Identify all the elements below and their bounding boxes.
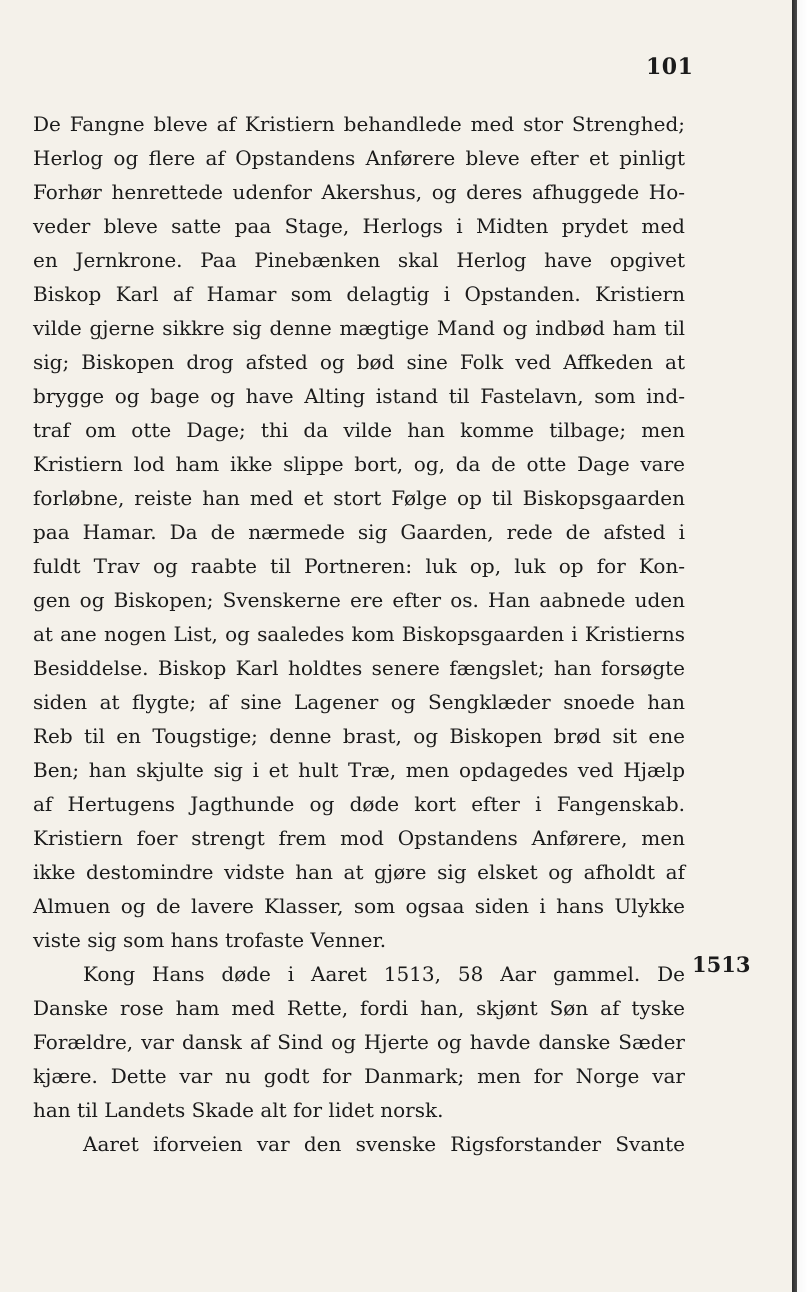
text-line: vilde gjerne sikkre sig denne mægtige Mand og indbød ham til [33,316,685,340]
page-number: 101 [646,54,694,80]
page-edge [792,0,808,1292]
text-line: Besiddelse. Biskop Karl holdtes senere fængslet; han forsøgte [33,656,685,680]
text-line: viste sig som hans trofaste Venner. [33,928,387,952]
text-line: at ane nogen List, og saaledes kom Biskopsgaarden i Kristierns [33,622,685,646]
text-line: Kristiern lod ham ikke slippe bort, og, da de otte Dage vare [33,452,685,476]
text-line: siden at flygte; af sine Lagener og Sengklæder snoede han [33,690,685,714]
text-line: Ben; han skjulte sig i et hult Træ, men opdagedes ved Hjælp [33,758,685,782]
text-line: brygge og bage og have Alting istand til Fastelavn, som ind- [33,384,685,408]
text-line: Danske rose ham med Rette, fordi han, skjønt Søn af tyske [33,996,685,1020]
text-line: Kong Hans døde i Aaret 1513, 58 Aar gammel. De [83,962,685,986]
text-line: fuldt Trav og raabte til Portneren: luk op, luk op for Kon- [33,554,685,578]
text-line: af Hertugens Jagthunde og døde kort efter i Fangenskab. [33,792,685,816]
text-line: sig; Biskopen drog afsted og bød sine Folk ved Affkeden at [33,350,685,374]
text-line: ikke destomindre vidste han at gjøre sig elsket og afholdt af [33,860,685,884]
text-line: kjære. Dette var nu godt for Danmark; men for Norge var [33,1064,685,1088]
text-line: traf om otte Dage; thi da vilde han komme tilbage; men [33,418,685,442]
text-line: Forældre, var dansk af Sind og Hjerte og havde danske Sæder [33,1030,685,1054]
text-line: Biskop Karl af Hamar som delagtig i Opstanden. Kristiern [33,282,685,306]
text-line: gen og Biskopen; Svenskerne ere efter os. Han aabnede uden [33,588,685,612]
text-line: han til Landets Skade alt for lidet norsk. [33,1098,444,1122]
text-line: veder bleve satte paa Stage, Herlogs i Midten prydet med [33,214,685,238]
text-line: De Fangne bleve af Kristiern behandlede med stor Strenghed; [33,112,685,136]
text-line: Almuen og de lavere Klasser, som ogsaa siden i hans Ulykke [33,894,685,918]
margin-year-note: 1513 [692,952,751,977]
text-line: paa Hamar. Da de nærmede sig Gaarden, rede de afsted i [33,520,685,544]
text-line: en Jernkrone. Paa Pinebænken skal Herlog have opgivet [33,248,685,272]
text-line: Herlog og flere af Opstandens Anførere bleve efter et pinligt [33,146,685,170]
text-line: forløbne, reiste han med et stort Følge op til Biskopsgaarden [33,486,685,510]
text-line: Kristiern foer strengt frem mod Opstandens Anførere, men [33,826,685,850]
body-text [33,107,685,1161]
text-line: Forhør henrettede udenfor Akershus, og deres afhuggede Ho- [33,180,685,204]
text-line: Aaret iforveien var den svenske Rigsforstander Svante [83,1132,685,1156]
text-line: Reb til en Tougstige; denne brast, og Biskopen brød sit ene [33,724,685,748]
